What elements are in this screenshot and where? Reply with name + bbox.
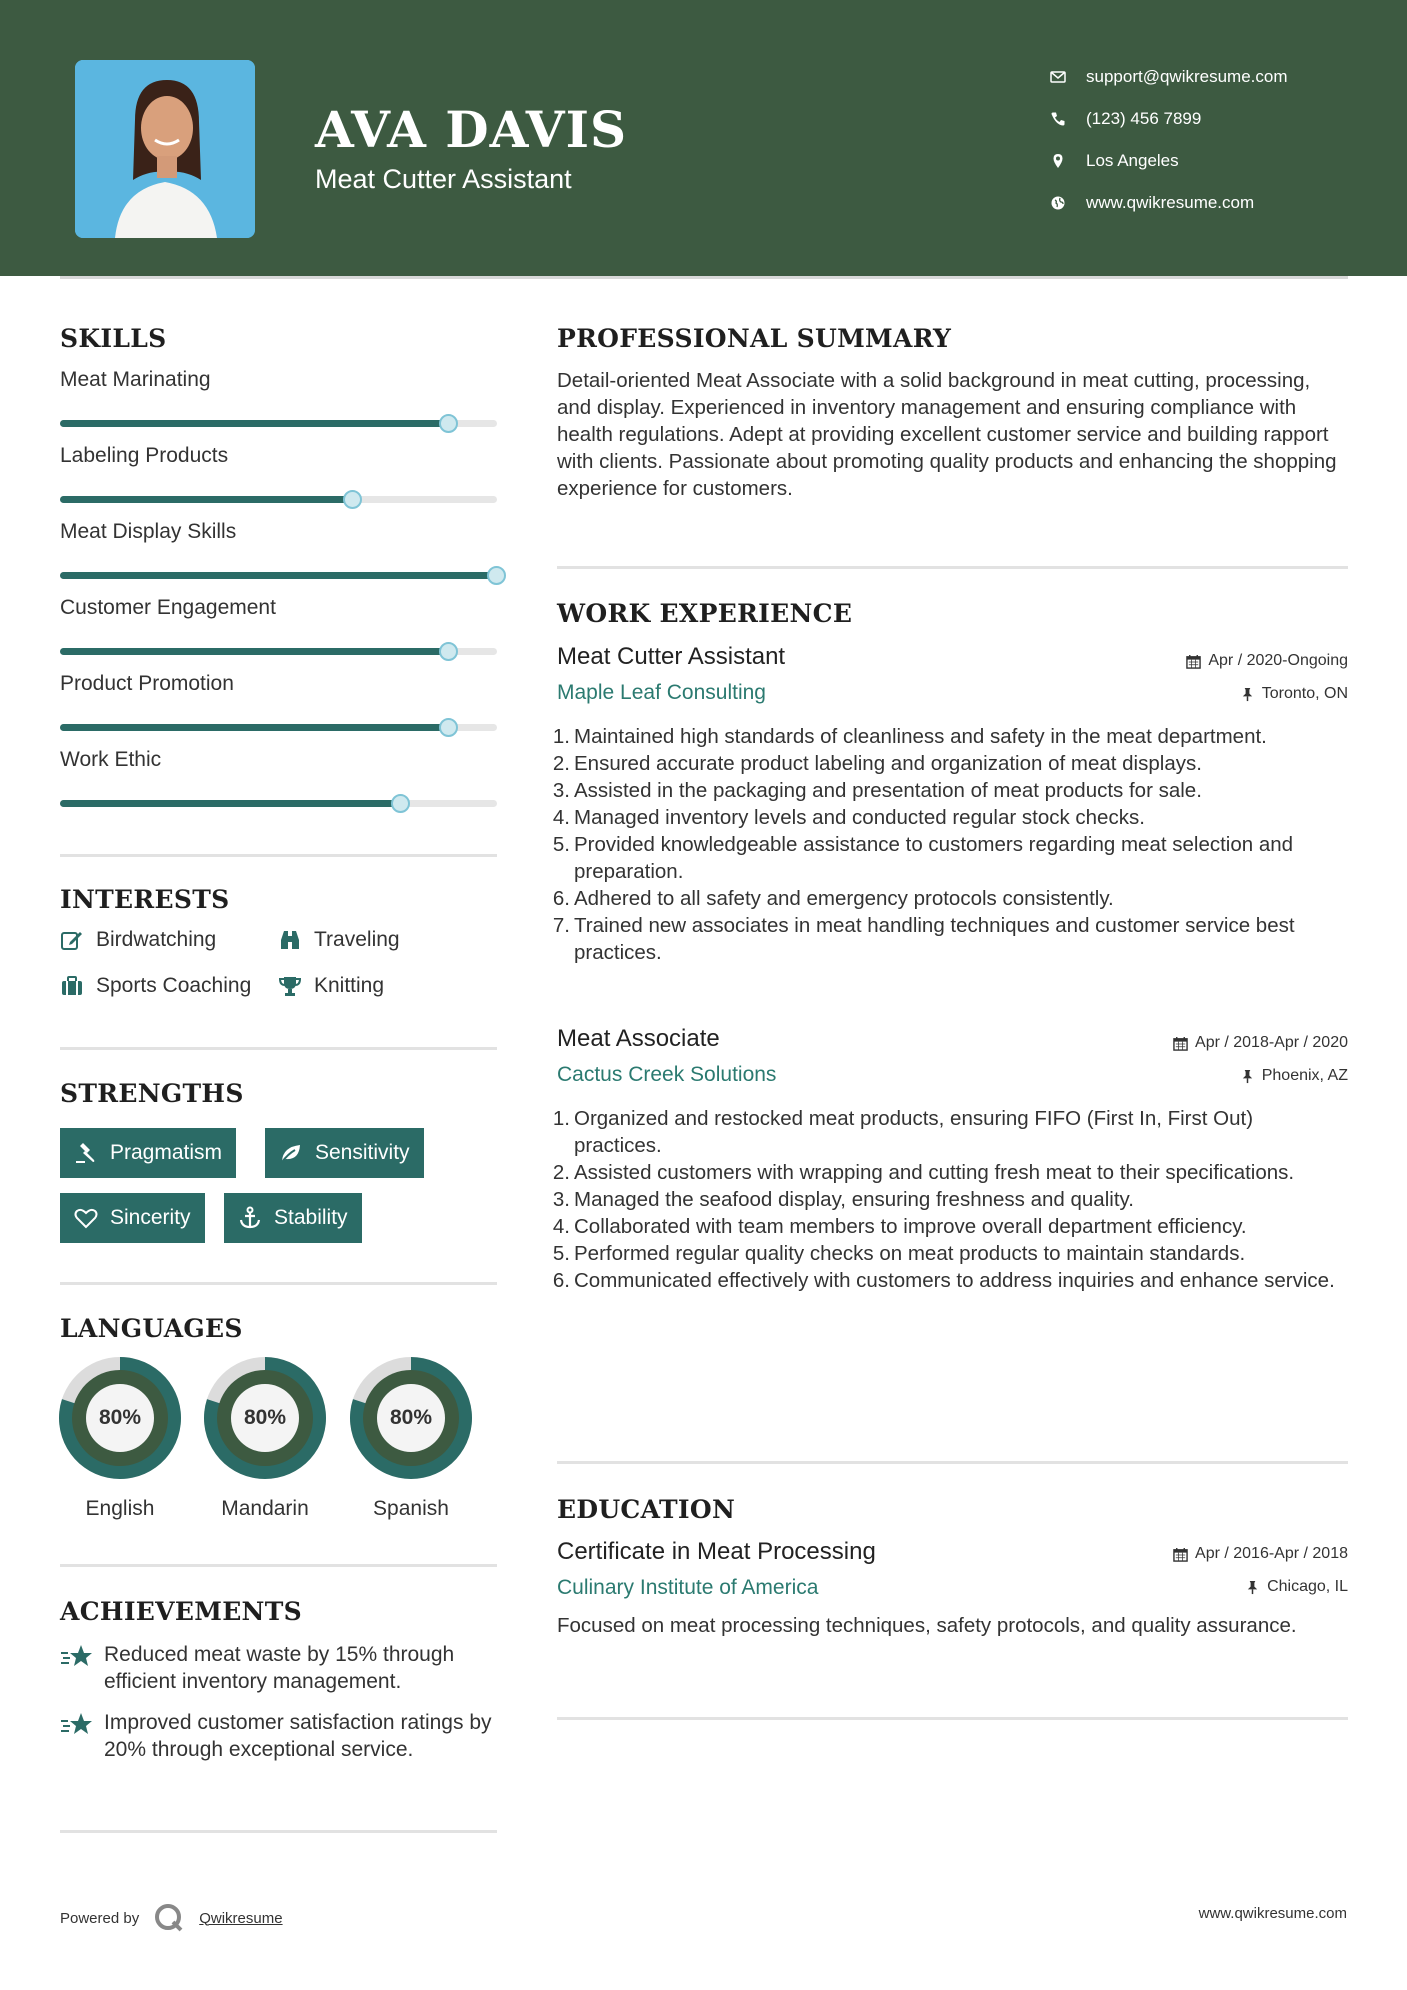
job-bullet: 4. Collaborated with team members to improve overall department efficiency. — [552, 1215, 1247, 1238]
interest-item — [278, 974, 384, 998]
skill-item — [60, 520, 497, 544]
strength-label: Sensitivity — [315, 1141, 410, 1164]
language-percent: 80% — [389, 1406, 433, 1429]
briefcase-icon — [60, 974, 84, 998]
qwikresume-logo-icon — [153, 1902, 187, 1934]
footer-powered-by — [60, 1902, 283, 1934]
job-date — [1173, 1034, 1348, 1052]
gavel-icon — [74, 1141, 98, 1165]
contact-list — [1050, 56, 1288, 224]
job-date-text: Apr / 2018-Apr / 2020 — [1195, 1034, 1348, 1051]
skill-bar-knob — [439, 718, 458, 737]
section-divider — [60, 1564, 497, 1567]
qwikresume-link[interactable]: Qwikresume — [199, 1909, 283, 1927]
contact-location — [1050, 140, 1288, 182]
skill-item — [60, 748, 497, 772]
contact-website-text: www.qwikresume.com — [1086, 193, 1255, 212]
skill-bar-fill — [60, 420, 449, 427]
candidate-title: Meat Cutter Assistant — [315, 164, 572, 194]
contact-phone-text: (123) 456 7899 — [1086, 109, 1202, 128]
calendar-icon — [1186, 654, 1201, 669]
candidate-name: AVA DAVIS — [315, 100, 628, 159]
section-divider — [60, 1047, 497, 1050]
footer-website[interactable]: www.qwikresume.com — [1198, 1905, 1347, 1922]
interest-label: Sports Coaching — [96, 974, 252, 997]
skill-item — [60, 596, 497, 620]
skill-bar-fill — [60, 648, 449, 655]
achievements-title: ACHIEVEMENTS — [60, 1597, 302, 1626]
contact-email[interactable] — [1050, 56, 1288, 98]
skill-bar — [60, 420, 497, 427]
achievement-item — [60, 1709, 500, 1763]
contact-email-text: support@qwikresume.com — [1086, 67, 1288, 86]
interests-title: INTERESTS — [60, 885, 230, 914]
interest-label: Traveling — [314, 928, 400, 951]
job-bullet: 3. Managed the seafood display, ensuring freshness and quality. — [552, 1188, 1134, 1211]
skill-bar-knob — [487, 566, 506, 585]
interest-label: Birdwatching — [96, 928, 217, 951]
map-pin-icon — [1050, 153, 1086, 169]
job-title: Meat Cutter Assistant — [557, 643, 786, 670]
skill-bar-knob — [439, 414, 458, 433]
pushpin-icon — [1240, 1069, 1255, 1084]
interest-label: Knitting — [314, 974, 385, 997]
achievement-text: Improved customer satisfaction ratings by 20% through exceptional service. — [104, 1711, 492, 1761]
summary-title: PROFESSIONAL SUMMARY — [557, 324, 952, 353]
language-name: Mandarin — [221, 1497, 309, 1520]
phone-icon — [1050, 111, 1086, 127]
education-date-text: Apr / 2016-Apr / 2018 — [1195, 1545, 1348, 1562]
job-entry — [552, 640, 1348, 1060]
globe-icon — [1050, 195, 1086, 211]
job-location-text: Phoenix, AZ — [1261, 1067, 1348, 1084]
job-bullets — [552, 1105, 1342, 1294]
section-divider — [557, 1461, 1348, 1464]
skill-bar — [60, 800, 497, 807]
skill-item — [60, 444, 497, 468]
job-bullet: 7. Trained new associates in meat handling techniques and customer service best practices. — [552, 914, 1295, 964]
job-title: Meat Associate — [557, 1025, 720, 1052]
skill-bar-fill — [60, 572, 497, 579]
job-bullet: 4. Managed inventory levels and conducted regular stock checks. — [552, 806, 1145, 829]
education-title: EDUCATION — [557, 1495, 736, 1524]
job-bullet: 2. Ensured accurate product labeling and organization of meat displays. — [552, 752, 1202, 775]
anchor-icon — [238, 1206, 262, 1230]
language-item — [59, 1357, 181, 1520]
skill-name: Work Ethic — [60, 748, 162, 771]
resume-header — [0, 0, 1407, 276]
skill-name: Meat Marinating — [60, 368, 211, 391]
star-award-icon — [60, 1643, 94, 1673]
trophy-icon — [278, 974, 302, 998]
strength-tag — [60, 1128, 236, 1178]
skill-item — [60, 368, 497, 392]
profile-photo — [75, 60, 255, 238]
education-date — [1173, 1545, 1348, 1563]
heart-icon — [74, 1206, 98, 1230]
education-entry — [557, 1535, 1348, 1675]
section-divider — [60, 854, 497, 857]
company-name: Cactus Creek Solutions — [557, 1063, 777, 1086]
envelope-icon — [1050, 69, 1086, 85]
skill-name: Product Promotion — [60, 672, 234, 695]
job-bullet: 5. Provided knowledgeable assistance to customers regarding meat selection and preparation. — [552, 833, 1294, 883]
strengths-title: STRENGTHS — [60, 1079, 244, 1108]
job-entry — [552, 1022, 1348, 1422]
achievement-text: Reduced meat waste by 15% through efficient inventory management. — [104, 1643, 455, 1693]
skill-bar-fill — [60, 496, 353, 503]
skill-bar — [60, 496, 497, 503]
job-date — [1186, 652, 1348, 670]
edit-icon — [60, 928, 84, 952]
skill-item — [60, 672, 497, 696]
section-divider — [60, 1830, 497, 1833]
job-bullet: 6. Adhered to all safety and emergency protocols consistently. — [552, 887, 1114, 910]
section-divider — [557, 566, 1348, 569]
language-item — [350, 1357, 472, 1520]
degree-title: Certificate in Meat Processing — [557, 1538, 876, 1565]
skill-bar-knob — [439, 642, 458, 661]
job-location — [1240, 1067, 1348, 1085]
star-award-icon — [60, 1711, 94, 1741]
strength-tag — [265, 1128, 424, 1178]
job-bullets — [552, 723, 1342, 966]
job-bullet: 6. Communicated effectively with customers to address inquiries and enhance service. — [552, 1269, 1335, 1292]
language-name: Spanish — [373, 1497, 449, 1520]
strength-label: Sincerity — [110, 1206, 191, 1229]
job-bullet: 3. Assisted in the packaging and presentation of meat products for sale. — [552, 779, 1202, 802]
interest-item — [60, 974, 251, 998]
section-divider — [60, 1282, 497, 1285]
skill-bar-fill — [60, 724, 449, 731]
skills-title: SKILLS — [60, 324, 167, 353]
school-name: Culinary Institute of America — [557, 1576, 819, 1599]
job-bullet: 2. Assisted customers with wrapping and cutting fresh meat to their specifications. — [552, 1161, 1295, 1184]
job-location — [1240, 685, 1348, 703]
skill-name: Meat Display Skills — [60, 520, 237, 543]
skill-bar-knob — [391, 794, 410, 813]
profile-photo-illustration — [75, 60, 255, 238]
pushpin-icon — [1240, 687, 1255, 702]
experience-title: WORK EXPERIENCE — [557, 599, 853, 628]
skill-name: Labeling Products — [60, 444, 229, 467]
skill-name: Customer Engagement — [60, 596, 276, 619]
language-percent: 80% — [98, 1406, 142, 1429]
pushpin-icon — [1245, 1580, 1260, 1595]
header-divider — [60, 276, 1348, 279]
language-name: English — [85, 1497, 155, 1520]
binoculars-icon — [278, 928, 302, 952]
strength-tag — [224, 1193, 362, 1243]
skill-bar — [60, 724, 497, 731]
interest-item — [60, 928, 216, 952]
powered-by-text: Powered by — [60, 1909, 140, 1927]
contact-location-text: Los Angeles — [1086, 151, 1179, 170]
company-name: Maple Leaf Consulting — [557, 681, 766, 704]
job-bullet: 5. Performed regular quality checks on meat products to maintain standards. — [552, 1242, 1246, 1265]
summary-text: Detail-oriented Meat Associate with a solid background in meat cutting, processing, and display. Experienced in inventory management and ensuring compliance with health regulations. Adept at providing excellent customer service and building rapport with clients. Passionate about promoting quality products and enhancing the shopping experience for customers. — [557, 369, 1337, 500]
skill-bar-knob — [343, 490, 362, 509]
education-description: Focused on meat processing techniques, safety protocols, and quality assurance. — [557, 1614, 1297, 1637]
contact-phone[interactable] — [1050, 98, 1288, 140]
language-percent: 80% — [243, 1406, 287, 1429]
strength-label: Pragmatism — [110, 1141, 223, 1164]
strength-tag — [60, 1193, 205, 1243]
languages-title: LANGUAGES — [60, 1314, 243, 1343]
interest-item — [278, 928, 400, 952]
skill-bar — [60, 648, 497, 655]
job-date-text: Apr / 2020-Ongoing — [1208, 652, 1348, 669]
contact-website[interactable] — [1050, 182, 1288, 224]
job-bullet: 1. Maintained high standards of cleanliness and safety in the meat department. — [552, 725, 1267, 748]
skill-bar — [60, 572, 497, 579]
education-location-text: Chicago, IL — [1267, 1578, 1348, 1595]
education-location — [1245, 1578, 1348, 1596]
job-bullet: 1. Organized and restocked meat products, ensuring FIFO (First In, First Out) practices. — [552, 1107, 1254, 1157]
section-divider — [557, 1717, 1348, 1720]
strength-label: Stability — [274, 1206, 348, 1229]
calendar-icon — [1173, 1547, 1188, 1562]
leaf-icon — [279, 1141, 303, 1165]
job-location-text: Toronto, ON — [1261, 685, 1348, 702]
skill-bar-fill — [60, 800, 401, 807]
language-item — [204, 1357, 326, 1520]
achievement-item — [60, 1641, 500, 1695]
calendar-icon — [1173, 1036, 1188, 1051]
